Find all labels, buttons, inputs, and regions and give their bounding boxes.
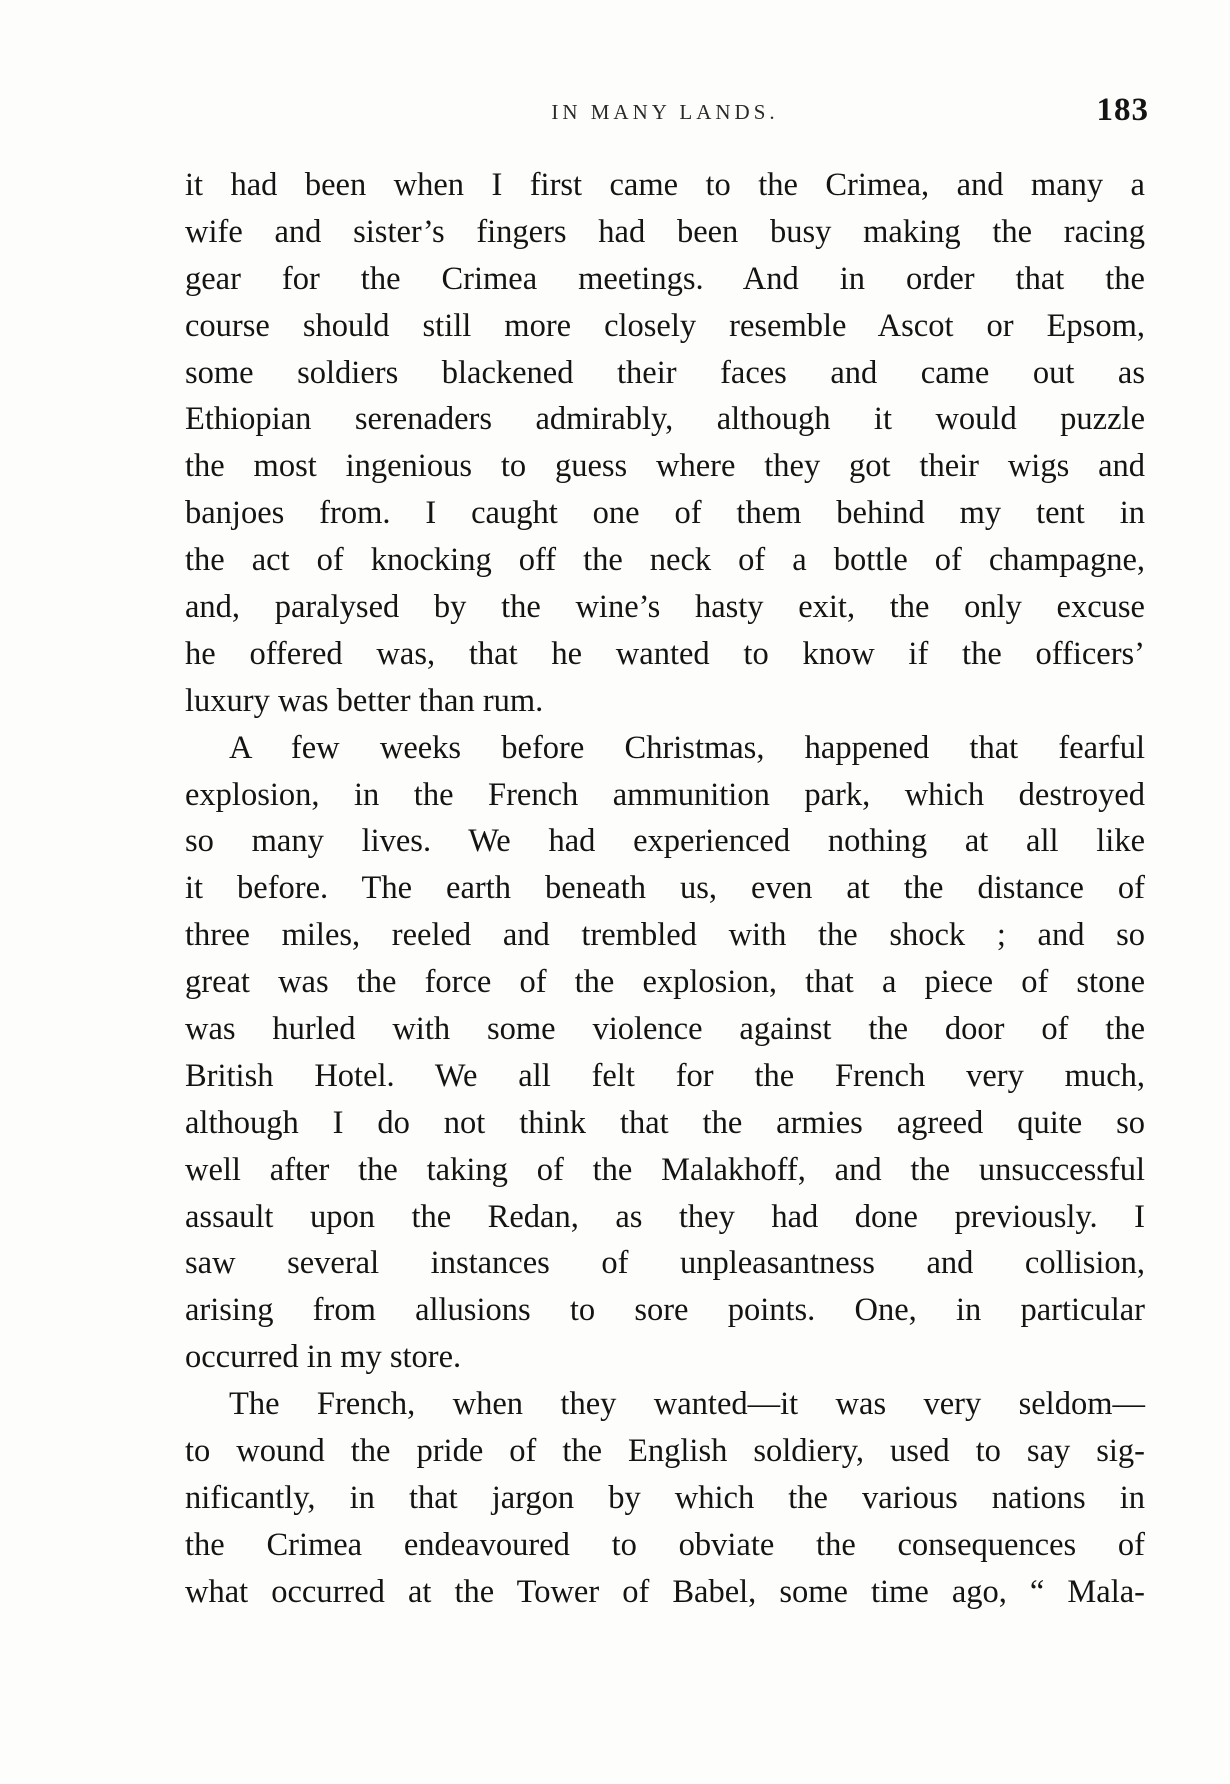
text-line: wife and sister’s fingers had been busy making the racing [185, 213, 1145, 250]
text-line: course should still more closely resemble Ascot or Epsom, [185, 307, 1145, 344]
text-line: to wound the pride of the English soldiery, used to say sig- [185, 1433, 1145, 1470]
text-line: it had been when I first came to the Crimea, and many a [185, 167, 1145, 203]
text-line: the most ingenious to guess where they got their wigs and [185, 448, 1145, 485]
body-text [185, 162, 1145, 1616]
text-line: Ethiopian serenaders admirably, although it would puzzle [185, 401, 1145, 438]
text-line: and, paralysed by the wine’s hasty exit, the only excuse [185, 589, 1145, 626]
text-line: the Crimea endeavoured to obviate the consequences of [185, 1526, 1145, 1563]
running-head [185, 92, 1149, 142]
text-line: explosion, in the French ammunition park, which destroyed [185, 776, 1145, 813]
text-line: nificantly, in that jargon by which the various nations in [185, 1479, 1145, 1516]
text-line: so many lives. We had experienced nothing at all like [185, 823, 1145, 860]
text-line: it before. The earth beneath us, even at the distance of [185, 870, 1145, 907]
text-line: banjoes from. I caught one of them behind my tent in [185, 495, 1145, 532]
text-line: well after the taking of the Malakhoff, and the unsuccessful [185, 1151, 1145, 1188]
running-title: IN MANY LANDS. [551, 100, 779, 124]
text-line: saw several instances of unpleasantness and collision, [185, 1245, 1145, 1282]
text-line: assault upon the Redan, as they had done previously. I [185, 1198, 1145, 1235]
text-line: some soldiers blackened their faces and came out as [185, 354, 1145, 391]
text-line: arising from allusions to sore points. One, in particular [185, 1292, 1145, 1329]
paragraph [185, 1381, 1145, 1615]
paragraph [185, 162, 1145, 725]
text-line: was hurled with some violence against the door of the [185, 1011, 1145, 1048]
text-line: A few weeks before Christmas, happened that fearful [229, 729, 1145, 766]
text-line: what occurred at the Tower of Babel, some time ago, “ Mala- [185, 1573, 1145, 1610]
text-line: The French, when they wanted—it was very seldom— [229, 1386, 1145, 1423]
text-line: he offered was, that he wanted to know if the officers’ [185, 635, 1145, 672]
text-line: gear for the Crimea meetings. And in order that the [185, 260, 1145, 297]
text-line: British Hotel. We all felt for the French very much, [185, 1057, 1145, 1094]
paragraph [185, 725, 1145, 1381]
text-line: luxury was better than rum. [185, 682, 544, 719]
page-number: 183 [1096, 92, 1149, 128]
text-line: occurred in my store. [185, 1339, 462, 1376]
text-line: three miles, reeled and trembled with the shock ; and so [185, 917, 1145, 954]
text-line: although I do not think that the armies agreed quite so [185, 1104, 1145, 1141]
text-line: the act of knocking off the neck of a bottle of champagne, [185, 542, 1145, 579]
text-line: great was the force of the explosion, that a piece of stone [185, 964, 1145, 1001]
